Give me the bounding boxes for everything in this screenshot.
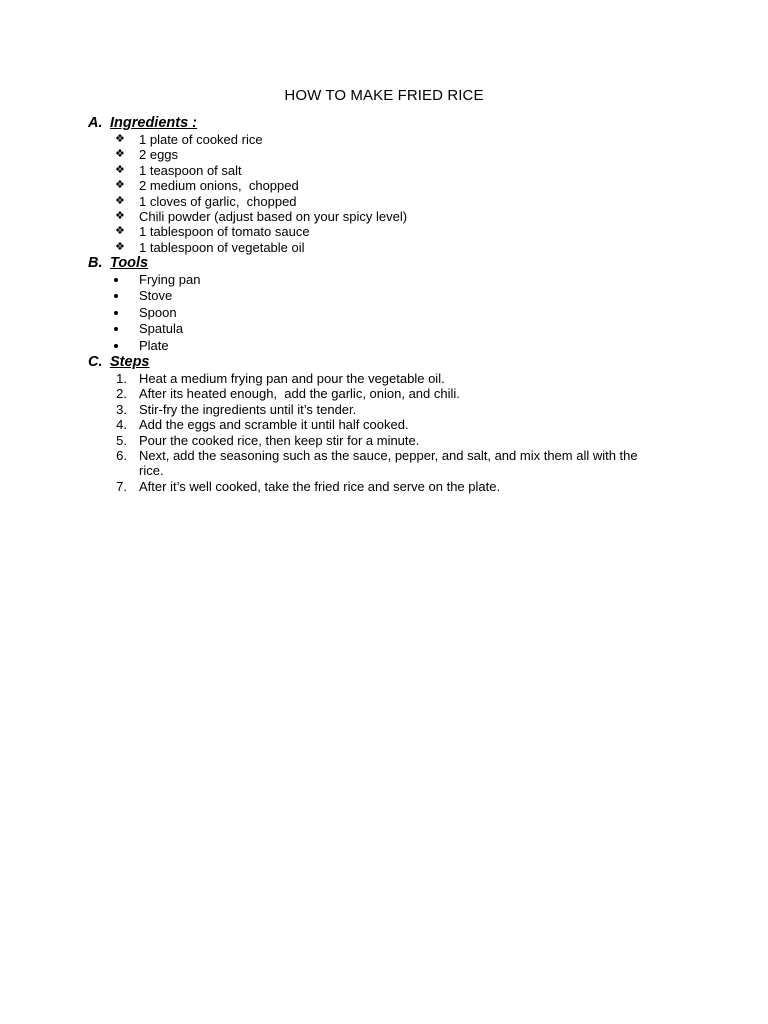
list-item-text: After it’s well cooked, take the fried rice and serve on the plate. xyxy=(139,478,501,494)
list-item-text: Next, add the seasoning such as the sauce, pepper, and salt, and mix them all with the rice. xyxy=(139,448,638,479)
list-item-text: 1 tablespoon of tomato sauce xyxy=(139,224,310,240)
diamond-bullet-icon: ❖ xyxy=(115,240,125,253)
list-item xyxy=(88,433,663,448)
list-item xyxy=(88,321,708,337)
diamond-bullet-icon: ❖ xyxy=(115,179,125,192)
step-number: 3. xyxy=(116,401,127,417)
list-item xyxy=(88,417,663,432)
list-item xyxy=(88,402,663,417)
list-item xyxy=(88,132,708,147)
tools-list xyxy=(88,272,708,354)
list-item xyxy=(88,147,708,162)
diamond-bullet-icon: ❖ xyxy=(115,163,125,176)
section-ingredients xyxy=(88,115,708,255)
list-item-text: Add the eggs and scramble it until half cooked. xyxy=(139,417,409,433)
section-letter: A. xyxy=(88,115,103,131)
step-number: 1. xyxy=(116,371,127,386)
list-item-text: 2 medium onions, chopped xyxy=(139,178,299,194)
list-item xyxy=(88,338,708,354)
step-number: 6. xyxy=(116,448,127,464)
list-item-text: Spatula xyxy=(139,321,184,337)
section-title: Tools xyxy=(110,255,149,271)
list-item-text: Spoon xyxy=(139,304,177,320)
section-title: Ingredients : xyxy=(110,115,198,131)
list-item xyxy=(88,448,663,479)
section-heading xyxy=(88,255,708,272)
section-title: Steps xyxy=(110,354,150,370)
list-item-text: Stir-fry the ingredients until it’s tender. xyxy=(139,401,357,417)
list-item-text: After its heated enough, add the garlic, onion, and chili. xyxy=(139,386,460,402)
list-item xyxy=(88,479,663,494)
step-number: 2. xyxy=(116,386,127,402)
section-steps xyxy=(88,354,708,494)
list-item xyxy=(88,240,708,255)
list-item xyxy=(88,224,708,239)
step-number: 5. xyxy=(116,432,127,448)
list-item-text: Heat a medium frying pan and pour the vegetable oil. xyxy=(139,371,445,386)
steps-list xyxy=(88,371,663,494)
list-item-text: Stove xyxy=(139,288,173,304)
step-number: 7. xyxy=(116,478,127,494)
diamond-bullet-icon: ❖ xyxy=(115,133,125,145)
list-item xyxy=(88,386,663,401)
ingredients-list xyxy=(88,132,708,255)
list-item xyxy=(88,288,708,304)
section-heading xyxy=(88,354,708,371)
document-title: HOW TO MAKE FRIED RICE xyxy=(284,87,484,104)
list-item-text: 1 teaspoon of salt xyxy=(139,162,242,178)
diamond-bullet-icon: ❖ xyxy=(115,225,125,238)
list-item xyxy=(88,272,708,288)
list-item-text: 1 plate of cooked rice xyxy=(139,132,263,147)
section-heading xyxy=(88,115,708,132)
list-item-text: Pour the cooked rice, then keep stir for a minute. xyxy=(139,432,420,448)
list-item xyxy=(88,209,708,224)
list-item xyxy=(88,194,708,209)
list-item xyxy=(88,178,708,193)
list-item xyxy=(88,305,708,321)
step-number: 4. xyxy=(116,417,127,433)
section-letter: B. xyxy=(88,255,103,271)
list-item-text: Chili powder (adjust based on your spicy level) xyxy=(139,209,408,225)
list-item-text: Plate xyxy=(139,337,169,353)
section-letter: C. xyxy=(88,354,103,370)
list-item xyxy=(88,163,708,178)
list-item-text: 2 eggs xyxy=(139,147,179,163)
list-item-text: Frying pan xyxy=(139,272,201,287)
list-item-text: 1 cloves of garlic, chopped xyxy=(139,193,297,209)
diamond-bullet-icon: ❖ xyxy=(115,210,125,223)
list-item xyxy=(88,371,663,386)
diamond-bullet-icon: ❖ xyxy=(115,194,125,207)
section-tools xyxy=(88,255,708,354)
diamond-bullet-icon: ❖ xyxy=(115,148,125,161)
list-item-text: 1 tablespoon of vegetable oil xyxy=(139,239,305,255)
